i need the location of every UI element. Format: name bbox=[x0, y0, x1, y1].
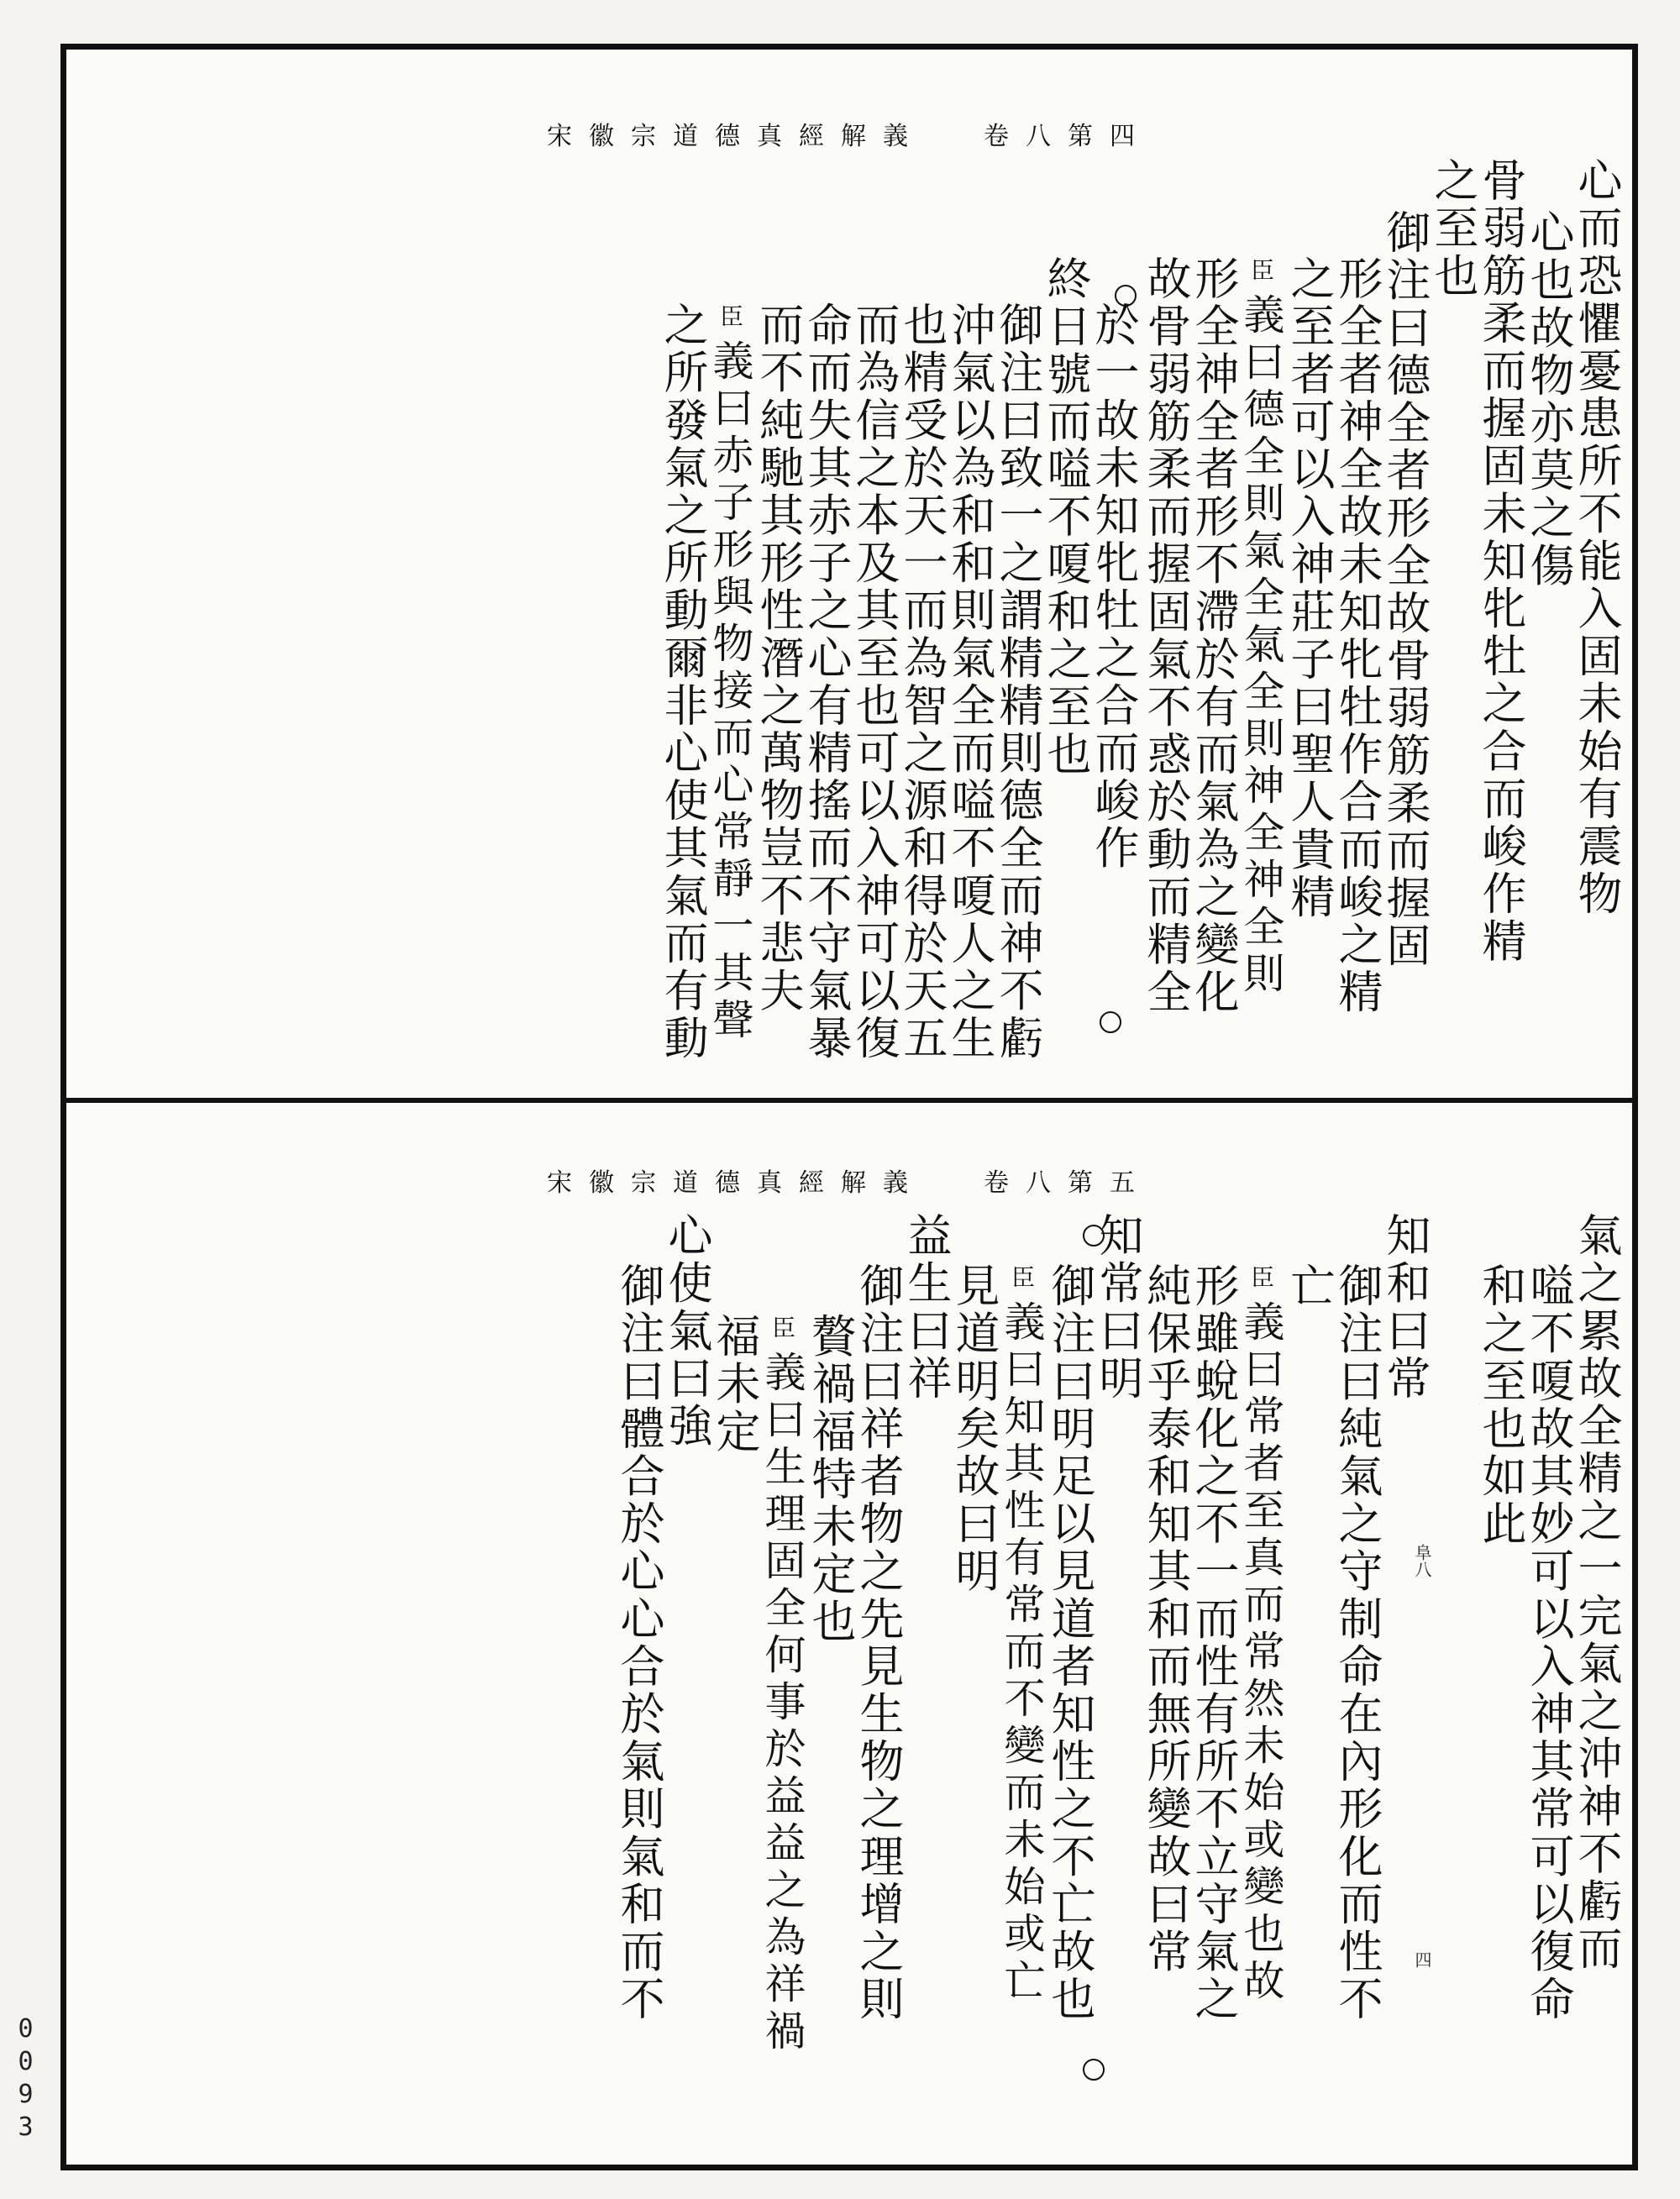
upper-header-title: 宋徽宗道德真經解義 bbox=[547, 122, 925, 151]
lower-column-7-text: 義曰常者至真而常然未始或變也故 bbox=[1237, 1300, 1285, 2006]
upper-column-9: 形全神全者形不滯於有而氣為之變化 bbox=[1188, 255, 1239, 1016]
upper-column-4: 之至也 bbox=[1427, 157, 1478, 300]
lower-column-12-tag: 臣 bbox=[1008, 1265, 1036, 1288]
upper-column-8-text: 義曰德全則氣全氣全則神全神全則 bbox=[1237, 293, 1285, 999]
upper-column-20: 之所發氣之所動爾非心使其氣而有動 bbox=[657, 302, 708, 1063]
lower-column-11: 御注曰明足以見道者知性之不亡故也 bbox=[1044, 1262, 1095, 2023]
small-margin-mark: 四 bbox=[1412, 1951, 1432, 1968]
upper-column-10: 故骨弱筋柔而握固氣不惑於動而精全 bbox=[1140, 255, 1191, 1016]
lower-column-9: 純保乎泰和知其和而無所變故曰常 bbox=[1140, 1262, 1191, 1976]
lower-column-12 bbox=[995, 1265, 1047, 2006]
lower-header-title: 宋徽宗道德真經解義 bbox=[547, 1168, 925, 1198]
lower-column-14: 益生曰祥 bbox=[900, 1212, 952, 1403]
lower-page bbox=[66, 1103, 1632, 2165]
lower-column-2: 嗌不嗄故其妙可以入神其常可以復命 bbox=[1523, 1262, 1574, 2023]
lower-column-7 bbox=[1235, 1265, 1287, 2006]
section-marker-circle bbox=[1083, 2059, 1105, 2081]
upper-column-8-tag: 臣 bbox=[1247, 258, 1275, 281]
lower-column-1: 氣之累故全精之一完氣之沖神不虧而 bbox=[1571, 1212, 1622, 1973]
upper-column-11: 於一故未知牝牡之合而峻作 bbox=[1088, 302, 1139, 873]
upper-column-19-text: 義曰赤子形與物接而心常靜一其聲 bbox=[706, 339, 754, 1045]
section-marker-circle bbox=[1083, 1225, 1105, 1246]
lower-column-10: 知常曰明 bbox=[1092, 1212, 1143, 1403]
lower-column-13: 見道明矣故曰明 bbox=[948, 1262, 1000, 1596]
upper-column-15: 也精受於天一而為智之源和得於天五 bbox=[896, 302, 948, 1063]
upper-page bbox=[66, 50, 1632, 1098]
lower-column-4: 知和曰常 bbox=[1379, 1212, 1431, 1403]
upper-column-19-tag: 臣 bbox=[717, 304, 744, 328]
lower-column-12-text: 義曰知其性有常而不變而未始或亡 bbox=[998, 1300, 1046, 2006]
lower-column-17-text: 義曰生理固全何事於益益之為祥禍 bbox=[759, 1351, 806, 2056]
lower-column-18: 福未定 bbox=[709, 1313, 760, 1456]
lower-column-6: 亡 bbox=[1284, 1262, 1335, 1310]
upper-column-14: 沖氣以為和和則氣全而嗌不嗄人之生 bbox=[944, 302, 995, 1063]
lower-column-20: 御注曰體合於心心合於氣則氣和而不 bbox=[613, 1262, 664, 2023]
lower-column-17-tag: 臣 bbox=[769, 1315, 796, 1339]
upper-column-2: 心也故物亦莫之傷 bbox=[1523, 209, 1574, 590]
upper-column-18: 而不純馳其形性潛之萬物豈不悲夫 bbox=[753, 302, 804, 1015]
upper-column-7: 之至者可以入神莊子曰聖人貴精 bbox=[1284, 255, 1335, 921]
upper-column-17: 命而失其赤子之心有精搖而不守氣暴 bbox=[801, 302, 852, 1063]
upper-column-8 bbox=[1235, 258, 1287, 999]
upper-column-19 bbox=[704, 304, 756, 1045]
upper-column-5: 御注曰德全者形全故骨弱筋柔而握固 bbox=[1379, 209, 1431, 970]
upper-page-header bbox=[66, 115, 1632, 152]
lower-column-5: 御注曰純氣之守制命在內形化而性不 bbox=[1331, 1262, 1383, 2023]
upper-column-13: 御注曰致一之謂精精則德全而神不虧 bbox=[992, 302, 1043, 1063]
lower-column-19: 心使氣曰強 bbox=[661, 1212, 712, 1450]
lower-column-16: 贅禍福特未定也 bbox=[805, 1313, 856, 1646]
page-number: 0093 bbox=[11, 2014, 40, 2145]
lower-column-8: 形雖蛻化之不一而性有所不立守氣之 bbox=[1188, 1262, 1239, 2023]
lower-page-header bbox=[66, 1162, 1632, 1199]
upper-column-16: 而為信之本及其至也可以入神可以復 bbox=[848, 302, 900, 1063]
upper-header-volume: 卷八第四 bbox=[984, 122, 1152, 151]
lower-header-volume: 卷八第五 bbox=[984, 1168, 1152, 1198]
section-marker-circle bbox=[1115, 285, 1137, 307]
small-margin-mark: 阜八 bbox=[1412, 1544, 1432, 1577]
page-frame bbox=[60, 44, 1638, 2170]
lower-column-3: 和之至也如此 bbox=[1475, 1262, 1526, 1548]
lower-column-17 bbox=[756, 1315, 808, 2056]
upper-column-1: 心而恐懼憂患所不能入固未始有震物 bbox=[1571, 157, 1622, 918]
upper-column-3: 骨弱筋柔而握固未知牝牡之合而峻作精 bbox=[1475, 157, 1526, 966]
lower-column-7-tag: 臣 bbox=[1247, 1265, 1275, 1288]
upper-column-12: 終日號而嗌不嗄和之至也 bbox=[1040, 255, 1091, 779]
upper-column-6: 形全者神全故未知牝牡作合而峻之精 bbox=[1331, 255, 1383, 1016]
section-marker-circle bbox=[1100, 1011, 1121, 1033]
lower-column-15: 御注曰祥者物之先見生物之理增之則 bbox=[853, 1262, 904, 2023]
